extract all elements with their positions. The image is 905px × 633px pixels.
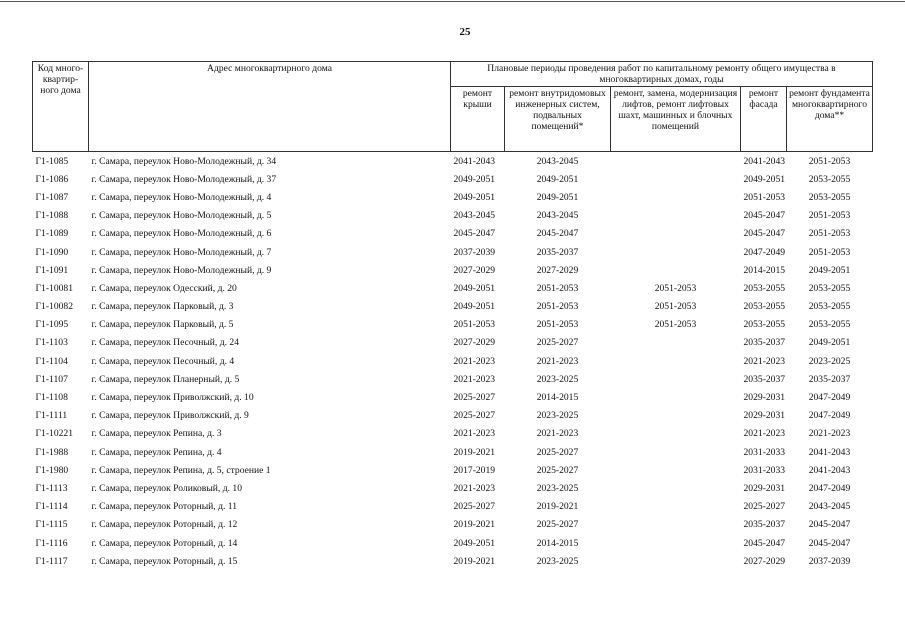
cell-foundation: 2045-2047 <box>808 519 851 531</box>
cell-roof: 2049-2051 <box>453 173 496 185</box>
cell-facade: 2045-2047 <box>743 228 786 240</box>
cell-code: Г1-1116 <box>35 537 68 549</box>
cell-systems: 2049-2051 <box>536 173 579 185</box>
cell-lifts <box>611 388 741 406</box>
cell-foundation: 2051-2053 <box>808 210 851 222</box>
cell-facade: 2035-2037 <box>743 519 786 531</box>
cell-systems: 2021-2023 <box>536 355 579 367</box>
cell-address: г. Самара, переулок Роторный, д. 12 <box>91 519 238 531</box>
cell-systems: 2043-2045 <box>536 210 579 222</box>
table-row <box>33 298 873 316</box>
cell-systems: 2025-2027 <box>536 464 579 476</box>
cell-roof: 2049-2051 <box>453 191 496 203</box>
top-rule <box>0 1 905 2</box>
cell-lifts <box>611 188 741 206</box>
cell-systems: 2045-2047 <box>536 228 579 240</box>
table-row <box>33 225 873 243</box>
table-row <box>33 152 873 171</box>
cell-roof: 2041-2043 <box>453 155 496 167</box>
cell-code: Г1-1090 <box>35 246 69 258</box>
cell-address: г. Самара, переулок Роторный, д. 11 <box>91 501 238 513</box>
cell-address: г. Самара, переулок Ново-Молодежный, д. 4 <box>91 191 272 203</box>
cell-lifts <box>611 352 741 370</box>
table-row <box>33 516 873 534</box>
header-facade: ремонт фасада <box>741 87 787 152</box>
table-row <box>33 498 873 516</box>
cell-code: Г1-1114 <box>35 501 68 513</box>
cell-address: г. Самара, переулок Ново-Молодежный, д. 6 <box>91 228 272 240</box>
cell-code: Г1-1111 <box>35 410 68 422</box>
cell-facade: 2031-2033 <box>743 446 786 458</box>
cell-address: г. Самара, переулок Роторный, д. 15 <box>91 555 238 567</box>
cell-facade: 2053-2055 <box>743 301 786 313</box>
cell-code: Г1-10221 <box>35 428 74 440</box>
cell-roof: 2021-2023 <box>453 428 496 440</box>
cell-foundation: 2047-2049 <box>808 392 851 404</box>
cell-roof: 2019-2021 <box>453 555 496 567</box>
cell-facade: 2041-2043 <box>743 155 786 167</box>
cell-code: Г1-1095 <box>35 319 69 331</box>
cell-code: Г1-10081 <box>35 282 74 294</box>
cell-facade: 2031-2033 <box>743 464 786 476</box>
cell-address: г. Самара, переулок Ново-Молодежный, д. 5 <box>91 210 272 222</box>
cell-foundation: 2053-2055 <box>808 282 851 294</box>
cell-code: Г1-10082 <box>35 301 74 313</box>
cell-code: Г1-1113 <box>35 482 68 494</box>
cell-systems: 2023-2025 <box>536 482 579 494</box>
cell-lifts: 2051-2053 <box>654 301 697 313</box>
cell-lifts <box>611 461 741 479</box>
cell-foundation: 2047-2049 <box>808 482 851 494</box>
cell-systems: 2043-2045 <box>536 155 579 167</box>
cell-facade: 2045-2047 <box>743 210 786 222</box>
cell-roof: 2021-2023 <box>453 355 496 367</box>
cell-facade: 2053-2055 <box>743 319 786 331</box>
cell-address: г. Самара, переулок Ново-Молодежный, д. 7 <box>91 246 272 258</box>
table-row <box>33 261 873 279</box>
cell-systems: 2021-2023 <box>536 428 579 440</box>
repair-schedule-table <box>32 61 873 570</box>
cell-foundation: 2049-2051 <box>808 264 851 276</box>
cell-lifts <box>611 552 741 570</box>
cell-lifts <box>611 207 741 225</box>
cell-address: г. Самара, переулок Песочный, д. 24 <box>91 337 239 349</box>
cell-code: Г1-1103 <box>35 337 68 349</box>
cell-systems: 2023-2025 <box>536 373 579 385</box>
cell-roof: 2027-2029 <box>453 337 496 349</box>
cell-roof: 2025-2027 <box>453 410 496 422</box>
cell-lifts <box>611 498 741 516</box>
cell-systems: 2051-2053 <box>536 301 579 313</box>
cell-facade: 2051-2053 <box>743 191 786 203</box>
cell-facade: 2049-2051 <box>743 173 786 185</box>
cell-address: г. Самара, переулок Планерный, д. 5 <box>91 373 240 385</box>
cell-address: г. Самара, переулок Ново-Молодежный, д. 9 <box>91 264 272 276</box>
cell-facade: 2035-2037 <box>743 373 786 385</box>
cell-roof: 2049-2051 <box>453 301 496 313</box>
page-number: 25 <box>459 26 471 38</box>
cell-address: г. Самара, переулок Одесский, д. 20 <box>91 282 237 294</box>
cell-roof: 2021-2023 <box>453 482 496 494</box>
cell-systems: 2025-2027 <box>536 519 579 531</box>
cell-systems: 2025-2027 <box>536 446 579 458</box>
cell-lifts <box>611 152 741 171</box>
table-row <box>33 534 873 552</box>
cell-roof: 2045-2047 <box>453 228 496 240</box>
table-row <box>33 479 873 497</box>
cell-code: Г1-1091 <box>35 264 69 276</box>
cell-foundation: 2037-2039 <box>808 555 851 567</box>
cell-systems: 2051-2053 <box>536 319 579 331</box>
cell-foundation: 2053-2055 <box>808 173 851 185</box>
cell-lifts <box>611 425 741 443</box>
header-code: Код много-квартир-ного дома <box>33 62 89 152</box>
table-row <box>33 279 873 297</box>
cell-lifts <box>611 261 741 279</box>
table-body <box>33 152 873 571</box>
cell-foundation: 2053-2055 <box>808 191 851 203</box>
cell-roof: 2051-2053 <box>453 319 496 331</box>
cell-code: Г1-1115 <box>35 519 68 531</box>
cell-roof: 2049-2051 <box>453 282 496 294</box>
cell-roof: 2021-2023 <box>453 373 496 385</box>
cell-foundation: 2049-2051 <box>808 337 851 349</box>
table-row <box>33 552 873 570</box>
cell-facade: 2035-2037 <box>743 337 786 349</box>
cell-systems: 2025-2027 <box>536 337 579 349</box>
cell-foundation: 2043-2045 <box>808 501 851 513</box>
cell-code: Г1-1108 <box>35 392 68 404</box>
cell-foundation: 2053-2055 <box>808 319 851 331</box>
cell-address: г. Самара, переулок Роликовый, д. 10 <box>91 482 242 494</box>
header-address: Адрес многоквартирного дома <box>89 62 451 152</box>
cell-roof: 2025-2027 <box>453 501 496 513</box>
cell-code: Г1-1087 <box>35 191 69 203</box>
cell-facade: 2025-2027 <box>743 501 786 513</box>
cell-address: г. Самара, переулок Репина, д. 3 <box>91 428 222 440</box>
table-row <box>33 316 873 334</box>
cell-lifts <box>611 243 741 261</box>
cell-roof: 2019-2021 <box>453 446 496 458</box>
table-row <box>33 188 873 206</box>
cell-facade: 2014-2015 <box>743 264 786 276</box>
table-row <box>33 370 873 388</box>
cell-address: г. Самара, переулок Ново-Молодежный, д. 37 <box>91 173 277 185</box>
cell-systems: 2027-2029 <box>536 264 579 276</box>
cell-facade: 2029-2031 <box>743 410 786 422</box>
cell-facade: 2045-2047 <box>743 537 786 549</box>
cell-address: г. Самара, переулок Приволжский, д. 9 <box>91 410 249 422</box>
cell-lifts <box>611 407 741 425</box>
header-systems: ремонт внутридомовых инженерных систем, подвальных помещений* <box>505 87 611 152</box>
table-row <box>33 352 873 370</box>
cell-code: Г1-1980 <box>35 464 69 476</box>
cell-code: Г1-1117 <box>35 555 68 567</box>
table-row <box>33 425 873 443</box>
cell-lifts <box>611 479 741 497</box>
table-row <box>33 207 873 225</box>
cell-code: Г1-1088 <box>35 210 69 222</box>
cell-facade: 2047-2049 <box>743 246 786 258</box>
header-roof: ремонт крыши <box>451 87 505 152</box>
cell-address: г. Самара, переулок Парковый, д. 3 <box>91 301 234 313</box>
cell-code: Г1-1089 <box>35 228 69 240</box>
cell-systems: 2023-2025 <box>536 555 579 567</box>
table-row <box>33 170 873 188</box>
cell-systems: 2014-2015 <box>536 392 579 404</box>
header-row-1 <box>33 62 873 87</box>
cell-foundation: 2051-2053 <box>808 155 851 167</box>
cell-facade: 2053-2055 <box>743 282 786 294</box>
table-row <box>33 243 873 261</box>
cell-lifts: 2051-2053 <box>654 319 697 331</box>
cell-facade: 2027-2029 <box>743 555 786 567</box>
cell-foundation: 2041-2043 <box>808 464 851 476</box>
cell-systems: 2049-2051 <box>536 191 579 203</box>
cell-foundation: 2041-2043 <box>808 446 851 458</box>
cell-address: г. Самара, переулок Репина, д. 4 <box>91 446 222 458</box>
cell-foundation: 2021-2023 <box>808 428 851 440</box>
cell-address: г. Самара, переулок Песочный, д. 4 <box>91 355 235 367</box>
cell-code: Г1-1988 <box>35 446 69 458</box>
cell-facade: 2029-2031 <box>743 482 786 494</box>
cell-address: г. Самара, переулок Парковый, д. 5 <box>91 319 234 331</box>
cell-systems: 2019-2021 <box>536 501 579 513</box>
cell-roof: 2025-2027 <box>453 392 496 404</box>
cell-roof: 2017-2019 <box>453 464 496 476</box>
cell-foundation: 2047-2049 <box>808 410 851 422</box>
cell-systems: 2023-2025 <box>536 410 579 422</box>
cell-code: Г1-1107 <box>35 373 68 385</box>
cell-foundation: 2053-2055 <box>808 301 851 313</box>
cell-lifts: 2051-2053 <box>654 282 697 294</box>
cell-foundation: 2051-2053 <box>808 246 851 258</box>
cell-lifts <box>611 370 741 388</box>
cell-roof: 2049-2051 <box>453 537 496 549</box>
cell-address: г. Самара, переулок Репина, д. 5, строение 1 <box>91 464 271 476</box>
cell-lifts <box>611 334 741 352</box>
cell-facade: 2029-2031 <box>743 392 786 404</box>
cell-lifts <box>611 534 741 552</box>
cell-facade: 2021-2023 <box>743 428 786 440</box>
cell-systems: 2014-2015 <box>536 537 579 549</box>
cell-foundation: 2035-2037 <box>808 373 851 385</box>
table-row <box>33 443 873 461</box>
cell-facade: 2021-2023 <box>743 355 786 367</box>
header-periods: Плановые периоды проведения работ по капитальному ремонту общего имущества в многоквартирных домах, годы <box>451 62 873 87</box>
cell-lifts <box>611 516 741 534</box>
cell-lifts <box>611 443 741 461</box>
cell-lifts <box>611 170 741 188</box>
table-row <box>33 407 873 425</box>
header-lifts: ремонт, замена, модернизация лифтов, ремонт лифтовых шахт, машинных и блочных помещений <box>611 87 741 152</box>
cell-roof: 2043-2045 <box>453 210 496 222</box>
header-foundation: ремонт фундамента многоквартирного дома** <box>787 87 873 152</box>
table-row <box>33 461 873 479</box>
cell-address: г. Самара, переулок Роторный, д. 14 <box>91 537 238 549</box>
cell-code: Г1-1086 <box>35 173 69 185</box>
cell-lifts <box>611 225 741 243</box>
cell-address: г. Самара, переулок Ново-Молодежный, д. 34 <box>91 155 277 167</box>
cell-address: г. Самара, переулок Приволжский, д. 10 <box>91 392 254 404</box>
cell-foundation: 2051-2053 <box>808 228 851 240</box>
cell-code: Г1-1085 <box>35 155 69 167</box>
cell-foundation: 2045-2047 <box>808 537 851 549</box>
table-row <box>33 388 873 406</box>
cell-roof: 2037-2039 <box>453 246 496 258</box>
cell-roof: 2027-2029 <box>453 264 496 276</box>
cell-foundation: 2023-2025 <box>808 355 851 367</box>
cell-roof: 2019-2021 <box>453 519 496 531</box>
table-row <box>33 334 873 352</box>
cell-systems: 2051-2053 <box>536 282 579 294</box>
cell-systems: 2035-2037 <box>536 246 579 258</box>
cell-code: Г1-1104 <box>35 355 68 367</box>
